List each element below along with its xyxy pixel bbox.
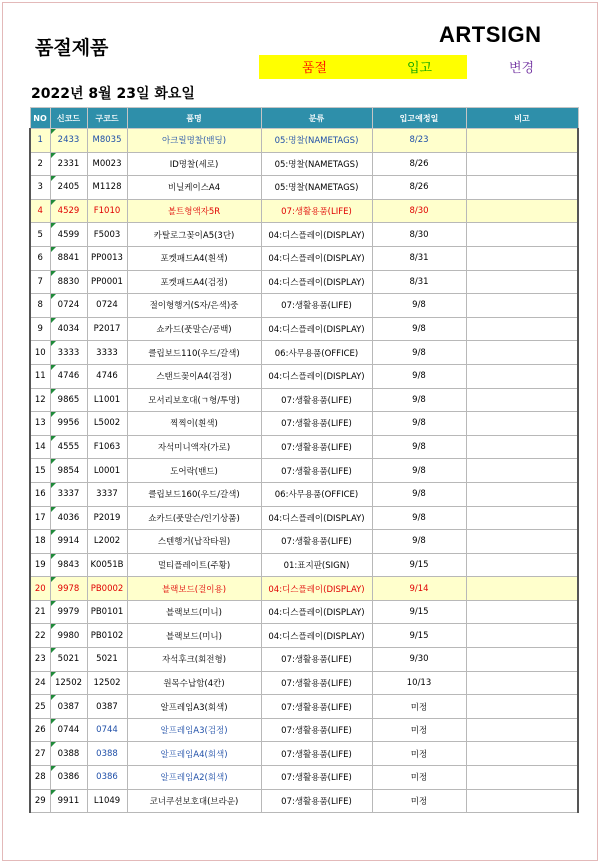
- cell-category: 07:생활용품(LIFE): [261, 718, 372, 742]
- legend-restock: 입고: [407, 61, 433, 76]
- table-row: [30, 294, 578, 318]
- cell-memo: [466, 577, 578, 601]
- cell-memo: [466, 718, 578, 742]
- cell-product-name: 클립보드110(우드/갈색): [127, 341, 261, 365]
- cell-no: 10: [30, 341, 50, 365]
- cell-new-code: 0724: [50, 294, 87, 318]
- cell-memo: [466, 624, 578, 648]
- cell-expected-date: 미정: [372, 766, 466, 790]
- cell-category: 04:디스플레이(DISPLAY): [261, 270, 372, 294]
- table-row: [30, 506, 578, 530]
- cell-memo: [466, 341, 578, 365]
- cell-no: 16: [30, 482, 50, 506]
- cell-product-name: 멀티플레이트(주황): [127, 553, 261, 577]
- cell-product-name: 스텐행거(납작타원): [127, 530, 261, 554]
- cell-new-code: 0386: [50, 766, 87, 790]
- cell-category: 07:생활용품(LIFE): [261, 388, 372, 412]
- cell-expected-date: 9/30: [372, 648, 466, 672]
- cell-category: 07:생활용품(LIFE): [261, 766, 372, 790]
- cell-category: 06:사무용품(OFFICE): [261, 482, 372, 506]
- cell-no: 18: [30, 530, 50, 554]
- cell-product-name: 블랙보드(걸이용): [127, 577, 261, 601]
- cell-memo: [466, 246, 578, 270]
- cell-category: 04:디스플레이(DISPLAY): [261, 317, 372, 341]
- cell-product-name: 쇼카드(풋말슨/공백): [127, 317, 261, 341]
- cell-category: 07:생활용품(LIFE): [261, 671, 372, 695]
- cell-product-name: 도어락(밴드): [127, 459, 261, 483]
- cell-category: 07:생활용품(LIFE): [261, 412, 372, 436]
- cell-no: 5: [30, 223, 50, 247]
- cell-product-name: 스탠드꽂이A4(검정): [127, 364, 261, 388]
- cell-memo: [466, 223, 578, 247]
- header-memo: 비고: [466, 108, 578, 129]
- cell-memo: [466, 152, 578, 176]
- cell-expected-date: 8/23: [372, 129, 466, 153]
- cell-old-code: 12502: [87, 671, 127, 695]
- cell-new-code: 8830: [50, 270, 87, 294]
- cell-new-code: 4555: [50, 435, 87, 459]
- cell-expected-date: 10/13: [372, 671, 466, 695]
- cell-category: 07:생활용품(LIFE): [261, 459, 372, 483]
- cell-memo: [466, 435, 578, 459]
- cell-new-code: 3333: [50, 341, 87, 365]
- cell-new-code: 3337: [50, 482, 87, 506]
- cell-expected-date: 9/14: [372, 577, 466, 601]
- cell-product-name: 아크릴명찰(밴딩): [127, 129, 261, 153]
- cell-old-code: L1001: [87, 388, 127, 412]
- cell-expected-date: 9/8: [372, 388, 466, 412]
- table-row: [30, 530, 578, 554]
- cell-product-name: 알프레임A3(검정): [127, 718, 261, 742]
- cell-memo: [466, 388, 578, 412]
- cell-no: 12: [30, 388, 50, 412]
- cell-category: 04:디스플레이(DISPLAY): [261, 364, 372, 388]
- cell-no: 19: [30, 553, 50, 577]
- cell-new-code: 2331: [50, 152, 87, 176]
- cell-no: 23: [30, 648, 50, 672]
- cell-old-code: 0386: [87, 766, 127, 790]
- cell-new-code: 4746: [50, 364, 87, 388]
- cell-old-code: 3337: [87, 482, 127, 506]
- cell-expected-date: 8/31: [372, 270, 466, 294]
- legend-highlight-box: [259, 55, 467, 79]
- cell-expected-date: 미정: [372, 789, 466, 813]
- cell-new-code: 0744: [50, 718, 87, 742]
- cell-no: 8: [30, 294, 50, 318]
- cell-new-code: 9914: [50, 530, 87, 554]
- cell-old-code: 0387: [87, 695, 127, 719]
- cell-category: 06:사무용품(OFFICE): [261, 341, 372, 365]
- cell-category: 04:디스플레이(DISPLAY): [261, 577, 372, 601]
- cell-memo: [466, 176, 578, 200]
- cell-no: 14: [30, 435, 50, 459]
- cell-expected-date: 9/8: [372, 317, 466, 341]
- cell-no: 20: [30, 577, 50, 601]
- page-title: 품절제품: [35, 37, 109, 59]
- cell-product-name: 볼트형액자5R: [127, 199, 261, 223]
- cell-product-name: 클립보드160(우드/갈색): [127, 482, 261, 506]
- cell-no: 17: [30, 506, 50, 530]
- table-row: [30, 482, 578, 506]
- cell-category: 07:생활용품(LIFE): [261, 294, 372, 318]
- cell-new-code: 4036: [50, 506, 87, 530]
- cell-new-code: 9979: [50, 600, 87, 624]
- cell-new-code: 4034: [50, 317, 87, 341]
- table-row: [30, 246, 578, 270]
- cell-new-code: 12502: [50, 671, 87, 695]
- cell-expected-date: 8/26: [372, 152, 466, 176]
- cell-no: 24: [30, 671, 50, 695]
- cell-memo: [466, 600, 578, 624]
- cell-new-code: 8841: [50, 246, 87, 270]
- cell-category: 07:생활용품(LIFE): [261, 742, 372, 766]
- cell-memo: [466, 459, 578, 483]
- cell-old-code: 0724: [87, 294, 127, 318]
- cell-expected-date: 8/26: [372, 176, 466, 200]
- cell-no: 9: [30, 317, 50, 341]
- header-expected-date: 입고예정일: [372, 108, 466, 129]
- cell-old-code: M8035: [87, 129, 127, 153]
- cell-memo: [466, 482, 578, 506]
- cell-old-code: 0744: [87, 718, 127, 742]
- table-row: [30, 435, 578, 459]
- cell-no: 22: [30, 624, 50, 648]
- cell-expected-date: 미정: [372, 695, 466, 719]
- cell-new-code: 9911: [50, 789, 87, 813]
- table-row: [30, 577, 578, 601]
- cell-old-code: PP0013: [87, 246, 127, 270]
- cell-category: 04:디스플레이(DISPLAY): [261, 506, 372, 530]
- table-row: [30, 341, 578, 365]
- cell-category: 04:디스플레이(DISPLAY): [261, 600, 372, 624]
- cell-no: 29: [30, 789, 50, 813]
- cell-memo: [466, 530, 578, 554]
- cell-old-code: F1063: [87, 435, 127, 459]
- cell-no: 7: [30, 270, 50, 294]
- cell-old-code: PB0002: [87, 577, 127, 601]
- cell-new-code: 0388: [50, 742, 87, 766]
- table-row: [30, 412, 578, 436]
- cell-product-name: 쇼카드(풋말슨/인기상품): [127, 506, 261, 530]
- cell-product-name: 알프레임A4(회색): [127, 742, 261, 766]
- cell-expected-date: 9/8: [372, 341, 466, 365]
- cell-memo: [466, 553, 578, 577]
- table-row: [30, 766, 578, 790]
- cell-product-name: 찍찍이(흰색): [127, 412, 261, 436]
- cell-old-code: L0001: [87, 459, 127, 483]
- cell-old-code: L2002: [87, 530, 127, 554]
- cell-old-code: M0023: [87, 152, 127, 176]
- cell-old-code: K0051B: [87, 553, 127, 577]
- cell-expected-date: 미정: [372, 742, 466, 766]
- cell-expected-date: 9/8: [372, 435, 466, 459]
- cell-new-code: 9978: [50, 577, 87, 601]
- cell-category: 04:디스플레이(DISPLAY): [261, 624, 372, 648]
- cell-new-code: 0387: [50, 695, 87, 719]
- cell-new-code: 9854: [50, 459, 87, 483]
- cell-new-code: 2405: [50, 176, 87, 200]
- cell-memo: [466, 506, 578, 530]
- cell-product-name: 알프레임A3(회색): [127, 695, 261, 719]
- cell-old-code: P2017: [87, 317, 127, 341]
- cell-no: 6: [30, 246, 50, 270]
- cell-category: 07:생활용품(LIFE): [261, 199, 372, 223]
- cell-memo: [466, 270, 578, 294]
- cell-memo: [466, 695, 578, 719]
- cell-new-code: 9956: [50, 412, 87, 436]
- document-page: [2, 2, 598, 861]
- cell-memo: [466, 199, 578, 223]
- table-row: [30, 129, 578, 153]
- table-row: [30, 270, 578, 294]
- report-date: 2022년 8월 23일 화요일: [31, 86, 195, 102]
- header-product-name: 품명: [127, 108, 261, 129]
- table-row: [30, 223, 578, 247]
- header-old-code: 구코드: [87, 108, 127, 129]
- cell-expected-date: 9/15: [372, 624, 466, 648]
- cell-expected-date: 8/30: [372, 199, 466, 223]
- table-row: [30, 199, 578, 223]
- table-row: [30, 718, 578, 742]
- cell-memo: [466, 317, 578, 341]
- cell-category: 07:생활용품(LIFE): [261, 648, 372, 672]
- table-row: [30, 388, 578, 412]
- cell-old-code: PB0101: [87, 600, 127, 624]
- cell-product-name: 모서리보호대(ㄱ형/투명): [127, 388, 261, 412]
- cell-memo: [466, 766, 578, 790]
- cell-category: 01:표지판(SIGN): [261, 553, 372, 577]
- cell-expected-date: 9/8: [372, 459, 466, 483]
- table-row: [30, 648, 578, 672]
- soldout-table: [29, 107, 579, 813]
- cell-product-name: 블랙보드(미니): [127, 600, 261, 624]
- cell-expected-date: 9/8: [372, 364, 466, 388]
- cell-category: 05:명찰(NAMETAGS): [261, 152, 372, 176]
- cell-new-code: 4599: [50, 223, 87, 247]
- cell-product-name: 비닐케이스A4: [127, 176, 261, 200]
- table-row: [30, 152, 578, 176]
- cell-old-code: 4746: [87, 364, 127, 388]
- cell-old-code: PP0001: [87, 270, 127, 294]
- cell-category: 07:생활용품(LIFE): [261, 789, 372, 813]
- cell-old-code: P2019: [87, 506, 127, 530]
- cell-memo: [466, 294, 578, 318]
- table-row: [30, 624, 578, 648]
- table-row: [30, 553, 578, 577]
- cell-category: 07:생활용품(LIFE): [261, 435, 372, 459]
- cell-memo: [466, 412, 578, 436]
- cell-memo: [466, 742, 578, 766]
- cell-category: 07:생활용품(LIFE): [261, 530, 372, 554]
- cell-old-code: 0388: [87, 742, 127, 766]
- table-row: [30, 789, 578, 813]
- cell-no: 3: [30, 176, 50, 200]
- legend-soldout: 품절: [302, 61, 328, 76]
- cell-new-code: 4529: [50, 199, 87, 223]
- cell-memo: [466, 789, 578, 813]
- header-new-code: 신코드: [50, 108, 87, 129]
- cell-product-name: 카탈로그꽂이A5(3단): [127, 223, 261, 247]
- cell-product-name: 포켓패드A4(검정): [127, 270, 261, 294]
- table-header-row: [30, 108, 578, 129]
- cell-memo: [466, 648, 578, 672]
- cell-expected-date: 9/8: [372, 506, 466, 530]
- cell-old-code: 5021: [87, 648, 127, 672]
- cell-no: 2: [30, 152, 50, 176]
- cell-expected-date: 미정: [372, 718, 466, 742]
- cell-no: 27: [30, 742, 50, 766]
- cell-product-name: 코너쿠션보호대(브라운): [127, 789, 261, 813]
- cell-new-code: 9865: [50, 388, 87, 412]
- cell-expected-date: 8/31: [372, 246, 466, 270]
- cell-new-code: 5021: [50, 648, 87, 672]
- cell-no: 21: [30, 600, 50, 624]
- cell-product-name: 원목수납함(4칸): [127, 671, 261, 695]
- cell-old-code: PB0102: [87, 624, 127, 648]
- cell-product-name: 포켓패드A4(흰색): [127, 246, 261, 270]
- table-row: [30, 364, 578, 388]
- cell-product-name: 절이형행거(S자/은색)중: [127, 294, 261, 318]
- cell-expected-date: 9/15: [372, 553, 466, 577]
- cell-category: 05:명찰(NAMETAGS): [261, 176, 372, 200]
- table-row: [30, 671, 578, 695]
- table-row: [30, 459, 578, 483]
- cell-product-name: 알프레임A2(회색): [127, 766, 261, 790]
- cell-new-code: 9980: [50, 624, 87, 648]
- cell-expected-date: 9/15: [372, 600, 466, 624]
- cell-expected-date: 9/8: [372, 294, 466, 318]
- cell-old-code: 3333: [87, 341, 127, 365]
- cell-memo: [466, 671, 578, 695]
- cell-old-code: F5003: [87, 223, 127, 247]
- cell-old-code: L5002: [87, 412, 127, 436]
- cell-new-code: 9843: [50, 553, 87, 577]
- cell-no: 26: [30, 718, 50, 742]
- legend-change: 변경: [509, 61, 535, 76]
- cell-expected-date: 9/8: [372, 412, 466, 436]
- cell-memo: [466, 364, 578, 388]
- brand-logo-text: ARTSIGN: [439, 22, 542, 47]
- cell-product-name: 자석미니액자(가로): [127, 435, 261, 459]
- cell-no: 25: [30, 695, 50, 719]
- cell-new-code: 2433: [50, 129, 87, 153]
- cell-no: 13: [30, 412, 50, 436]
- cell-no: 28: [30, 766, 50, 790]
- table-row: [30, 695, 578, 719]
- cell-category: 04:디스플레이(DISPLAY): [261, 223, 372, 247]
- cell-no: 15: [30, 459, 50, 483]
- header-category: 분류: [261, 108, 372, 129]
- cell-category: 05:명찰(NAMETAGS): [261, 129, 372, 153]
- cell-old-code: L1049: [87, 789, 127, 813]
- cell-no: 4: [30, 199, 50, 223]
- table-row: [30, 176, 578, 200]
- cell-product-name: 자석후크(회전형): [127, 648, 261, 672]
- cell-product-name: 블랙보드(미니): [127, 624, 261, 648]
- cell-expected-date: 9/8: [372, 530, 466, 554]
- cell-category: 07:생활용품(LIFE): [261, 695, 372, 719]
- table-row: [30, 600, 578, 624]
- cell-category: 04:디스플레이(DISPLAY): [261, 246, 372, 270]
- cell-no: 1: [30, 129, 50, 153]
- cell-expected-date: 8/30: [372, 223, 466, 247]
- table-row: [30, 742, 578, 766]
- cell-old-code: M1128: [87, 176, 127, 200]
- cell-expected-date: 9/8: [372, 482, 466, 506]
- cell-memo: [466, 129, 578, 153]
- table-row: [30, 317, 578, 341]
- cell-no: 11: [30, 364, 50, 388]
- cell-old-code: F1010: [87, 199, 127, 223]
- cell-product-name: ID명찰(세로): [127, 152, 261, 176]
- header-no: NO: [30, 108, 50, 129]
